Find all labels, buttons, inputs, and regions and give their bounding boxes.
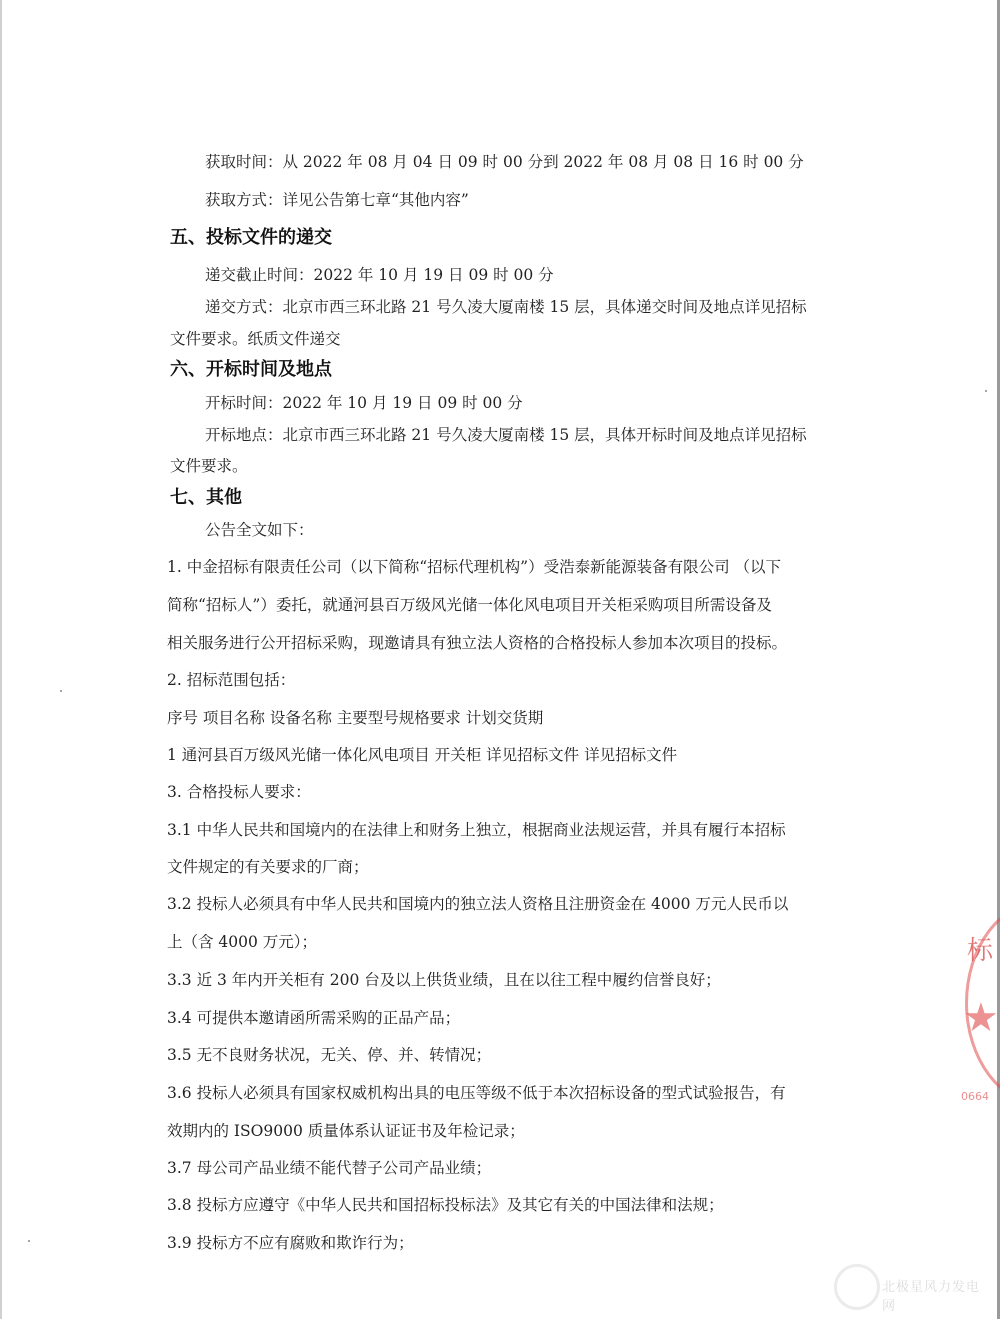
req-3-6-line-2: 效期内的 ISO9000 质量体系认证证书及年检记录； <box>167 1122 525 1140</box>
req-3-1-line-1: 3.1 中华人民共和国境内的在法律上和财务上独立，根据商业法规运营，并具有履行本招标 <box>167 821 786 839</box>
scope-table-header: 序号 项目名称 设备名称 主要型号规格要求 计划交货期 <box>167 709 544 727</box>
full-text-intro: 公告全文如下： <box>205 521 314 539</box>
req-3-2-line-2: 上（含 4000 万元）； <box>167 933 318 951</box>
seal-glyph: 标 <box>967 936 994 966</box>
req-3-3-line: 3.3 近 3 年内开关柜有 200 台及以上供货业绩，且在以往工程中履约信誉良好； <box>167 971 721 989</box>
seal-star-icon: ★ <box>963 995 999 1041</box>
scan-speck <box>60 690 62 692</box>
scan-speck <box>985 390 987 392</box>
open-place-cont: 文件要求。 <box>170 457 248 475</box>
submit-method-cont: 文件要求。纸质文件递交 <box>170 330 341 348</box>
red-seal-stamp <box>955 900 1000 1120</box>
scan-speck <box>28 1240 30 1242</box>
para-1-line-2: 简称“招标人”）委托，就通河县百万级风光储一体化风电项目开关柜采购项目所需设备及 <box>167 596 772 614</box>
open-place-line: 开标地点：北京市西三环北路 21 号久凌大厦南楼 15 层，具体开标时间及地点详见招标 <box>205 426 807 444</box>
watermark-logo <box>830 1258 990 1313</box>
para-2-line: 2. 招标范围包括： <box>167 671 296 689</box>
req-3-1-line-2: 文件规定的有关要求的厂商； <box>167 858 369 876</box>
req-3-9-line: 3.9 投标方不应有腐败和欺诈行为； <box>167 1234 414 1252</box>
req-3-5-line: 3.5 无不良财务状况，无关、停、并、转情况； <box>167 1046 492 1064</box>
para-1-line-3: 相关服务进行公开招标采购，现邀请具有独立法人资格的合格投标人参加本次项目的投标。 <box>167 634 788 652</box>
watermark-sun-icon <box>834 1264 880 1310</box>
fetch-method-line: 获取方式：详见公告第七章“其他内容” <box>205 191 469 209</box>
req-3-8-line: 3.8 投标方应遵守《中华人民共和国招标投标法》及其它有关的中国法律和法规； <box>167 1196 724 1214</box>
scope-table-row: 1 通河县百万级风光储一体化风电项目 开关柜 详见招标文件 详见招标文件 <box>167 746 678 764</box>
para-3-line: 3. 合格投标人要求： <box>167 783 311 801</box>
seal-number: 0664 <box>961 1090 989 1103</box>
section-5-heading: 五、投标文件的递交 <box>170 227 332 248</box>
para-1-line-1: 1. 中金招标有限责任公司（以下简称“招标代理机构”）受浩泰新能源装备有限公司 （以下 <box>167 558 781 576</box>
req-3-6-line-1: 3.6 投标人必须具有国家权威机构出具的电压等级不低于本次招标设备的型式试验报告，有 <box>167 1084 786 1102</box>
submit-deadline-line: 递交截止时间：2022 年 10 月 19 日 09 时 00 分 <box>205 266 554 284</box>
scan-edge-left <box>0 0 2 1319</box>
submit-method-line: 递交方式：北京市西三环北路 21 号久凌大厦南楼 15 层，具体递交时间及地点详见招标 <box>205 298 807 316</box>
req-3-7-line: 3.7 母公司产品业绩不能代替子公司产品业绩； <box>167 1159 492 1177</box>
watermark-text: 北极星风力发电网 <box>882 1280 981 1314</box>
req-3-4-line: 3.4 可提供本邀请函所需采购的正品产品； <box>167 1009 461 1027</box>
section-7-heading: 七、其他 <box>170 487 242 508</box>
fetch-time-line: 获取时间：从 2022 年 08 月 04 日 09 时 00 分到 2022 年 08 月 08 日 16 时 00 分 <box>205 153 804 171</box>
section-6-heading: 六、开标时间及地点 <box>170 359 332 380</box>
req-3-2-line-1: 3.2 投标人必须具有中华人民共和国境内的独立法人资格且注册资金在 4000 万元人民币以 <box>167 895 789 913</box>
open-time-line: 开标时间：2022 年 10 月 19 日 09 时 00 分 <box>205 394 523 412</box>
